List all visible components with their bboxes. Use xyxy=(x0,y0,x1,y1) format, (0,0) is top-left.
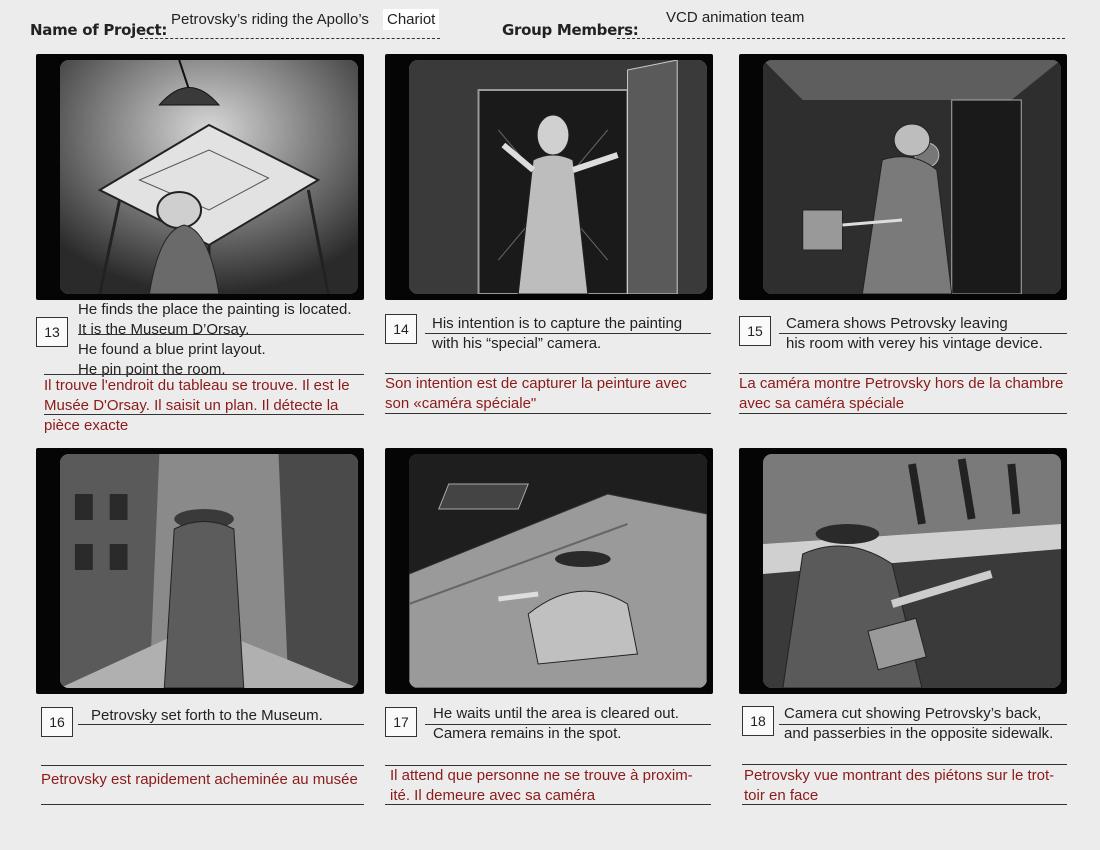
french-caption-line: Petrovsky vue montrant des piétons sur le trot- xyxy=(744,767,1055,784)
english-caption-line: Camera remains in the spot. xyxy=(433,725,622,742)
english-caption-line: and passerbies in the opposite sidewalk. xyxy=(784,725,1054,742)
panel-frame xyxy=(739,448,1067,694)
english-caption-line: with his “special” camera. xyxy=(432,335,602,352)
project-value: Petrovsky’s riding the Apollo’s xyxy=(171,11,369,28)
sidewalk-illustration xyxy=(763,454,1061,688)
caption-rule xyxy=(739,413,1067,414)
project-label: Name of Project: xyxy=(30,21,168,39)
panel-number: 16 xyxy=(41,707,73,737)
english-caption-line: Camera shows Petrovsky leaving xyxy=(786,315,1008,332)
caption-rule xyxy=(742,764,1067,765)
english-caption-line: He finds the place the painting is located. xyxy=(78,301,352,318)
french-caption-line: avec sa caméra spéciale xyxy=(739,395,905,412)
street-illustration xyxy=(60,454,358,688)
wardrobe-illustration xyxy=(409,60,707,294)
english-caption-line: Camera cut showing Petrovsky’s back, xyxy=(784,705,1042,722)
caption-rule xyxy=(742,804,1067,805)
members-value: VCD animation team xyxy=(666,9,805,26)
caption-rule xyxy=(41,804,364,805)
french-caption-line: pièce exacte xyxy=(44,417,129,434)
caption-rule xyxy=(44,414,364,415)
storyboard-header xyxy=(0,0,1100,50)
project-underline xyxy=(140,38,440,39)
leaving-room-illustration xyxy=(763,60,1061,294)
french-caption-line: Musée D'Orsay. Il saisit un plan. Il détecte la xyxy=(44,397,339,414)
members-underline xyxy=(617,38,1065,39)
french-caption-line: toir en face xyxy=(744,787,819,804)
french-caption-line: Il trouve l'endroit du tableau se trouve. Il est le xyxy=(44,377,350,394)
panel-number: 18 xyxy=(742,706,774,736)
english-caption-line: his room with verey his vintage device. xyxy=(786,335,1043,352)
panel-number: 13 xyxy=(36,317,68,347)
caption-rule xyxy=(41,765,364,766)
french-caption-line: ité. Il demeure avec sa caméra xyxy=(390,787,596,804)
english-caption-line: He pin point the room. xyxy=(78,361,226,378)
panel-number: 17 xyxy=(385,707,417,737)
panel-number: 14 xyxy=(385,314,417,344)
english-caption-line: He found a blue print layout. xyxy=(78,341,266,358)
french-caption-line: Il attend que personne ne se trouve à proxim- xyxy=(390,767,693,784)
panel-frame xyxy=(36,448,364,694)
french-caption-line: Son intention est de capturer la peinture avec xyxy=(385,375,687,392)
members-label: Group Members: xyxy=(502,21,639,39)
caption-rule xyxy=(44,374,364,375)
english-caption-line: His intention is to capture the painting xyxy=(432,315,683,332)
waiting-wall-illustration xyxy=(409,454,707,688)
french-caption-line: La caméra montre Petrovsky hors de la chambre xyxy=(739,375,1064,392)
english-caption-line: He waits until the area is cleared out. xyxy=(433,705,679,722)
panel-frame xyxy=(385,448,713,694)
caption-rule xyxy=(385,804,711,805)
caption-rule xyxy=(385,413,711,414)
panel-number: 15 xyxy=(739,316,771,346)
panel-frame xyxy=(36,54,364,300)
english-caption-line: Petrovsky set forth to the Museum. xyxy=(91,707,323,724)
panel-frame xyxy=(385,54,713,300)
english-caption-line: It is the Museum D’Orsay. xyxy=(78,321,250,338)
caption-rule xyxy=(78,724,364,725)
panel-frame xyxy=(739,54,1067,300)
french-caption-line: Petrovsky est rapidement acheminée au musée xyxy=(41,771,358,788)
drafting-table-illustration xyxy=(60,60,358,294)
french-caption-line: son «caméra spéciale" xyxy=(385,395,537,412)
project-value-highlight: Chariot xyxy=(383,9,439,30)
